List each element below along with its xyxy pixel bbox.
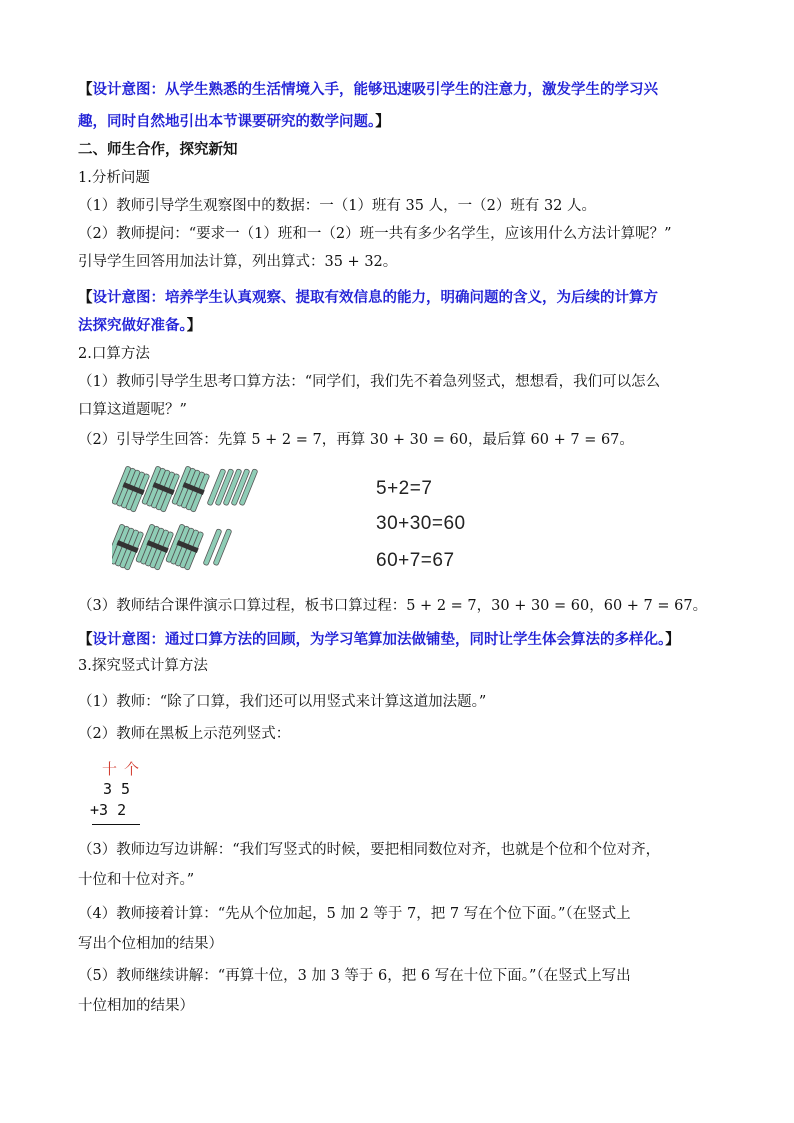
step-1-item-1: （1）教师引导学生观察图中的数据：一（1）班有 35 人，一（2）班有 32 人。 [78, 198, 597, 214]
step-1-item-2a: （2）教师提问：“要求一（1）班和一（2）班一共有多少名学生，应该用什么方法计算呢？” [78, 226, 672, 242]
step-2-item-1b: 口算这道题呢？” [78, 402, 187, 418]
equation-ones: 5+2=7 [376, 478, 433, 499]
design-intent-label: 设计意图： [92, 81, 165, 98]
bundle-row-2 [112, 524, 232, 570]
vertical-sum-line [92, 824, 140, 825]
stick-bundles-illustration [112, 458, 262, 578]
step-2-item-3: （3）教师结合课件演示口算过程，板书口算过程：5 + 2 = 7，30 + 30 = 60，60 + 7 = 67。 [78, 598, 708, 614]
tens-place-label: 十 [102, 760, 118, 778]
design-intent-2-line-a: 【设计意图：培养学生认真观察、提取有效信息的能力，明确问题的含义，为后续的计算方 [78, 289, 658, 306]
vertical-row-1: 3 5 [103, 780, 131, 798]
vertical-row-2: +3 2 [90, 801, 127, 819]
step-3-item-3a: （3）教师边写边讲解：“我们写竖式的时候，要把相同数位对齐，也就是个位和个位对齐， [78, 842, 661, 858]
step-2-title: 2.口算方法 [78, 346, 150, 362]
equation-tens: 30+30=60 [376, 513, 466, 534]
design-intent-2-line-b: 法探究做好准备。】 [78, 317, 202, 334]
bundle-row-1 [112, 466, 258, 512]
step-1-item-2b: 引导学生回答用加法计算，列出算式：35 + 32。 [78, 254, 398, 270]
step-3-item-5b: 十位相加的结果） [78, 998, 194, 1014]
design-intent-3: 【设计意图：通过口算方法的回顾，为学习笔算加法做铺垫，同时让学生体会算法的多样化。】 [78, 631, 680, 648]
step-3-item-3b: 十位和十位对齐。” [78, 872, 195, 888]
step-3-item-5a: （5）教师继续讲解：“再算十位，3 加 3 等于 6，把 6 写在十位下面。”（在竖式上写出 [78, 968, 631, 984]
step-2-item-2: （2）引导学生回答：先算 5 + 2 = 7，再算 30 + 30 = 60，最后算 60 + 7 = 67。 [78, 432, 634, 448]
step-3-item-1: （1）教师：“除了口算，我们还可以用竖式来计算这道加法题。” [78, 694, 487, 710]
section-2-title: 二、师生合作，探究新知 [78, 141, 238, 158]
step-2-item-1a: （1）教师引导学生思考口算方法：“同学们，我们先不着急列竖式，想想看，我们可以怎么 [78, 374, 661, 390]
step-3-item-4b: 写出个位相加的结果） [78, 936, 223, 952]
step-3-item-4a: （4）教师接着计算：“先从个位加起，5 加 2 等于 7，把 7 写在个位下面。”（在竖式上 [78, 906, 631, 922]
ones-place-label: 个 [124, 760, 140, 778]
step-3-title: 3.探究竖式计算方法 [78, 658, 208, 674]
step-1-title: 1.分析问题 [78, 170, 150, 186]
equation-total: 60+7=67 [376, 550, 455, 571]
step-3-item-2: （2）教师在黑板上示范列竖式： [78, 726, 291, 742]
design-intent-1-line-b: 趣，同时自然地引出本节课要研究的数学问题。】 [78, 113, 390, 130]
design-intent-1-line-a: 【设计意图：从学生熟悉的生活情境入手，能够迅速吸引学生的注意力，激发学生的学习兴 [78, 81, 658, 98]
